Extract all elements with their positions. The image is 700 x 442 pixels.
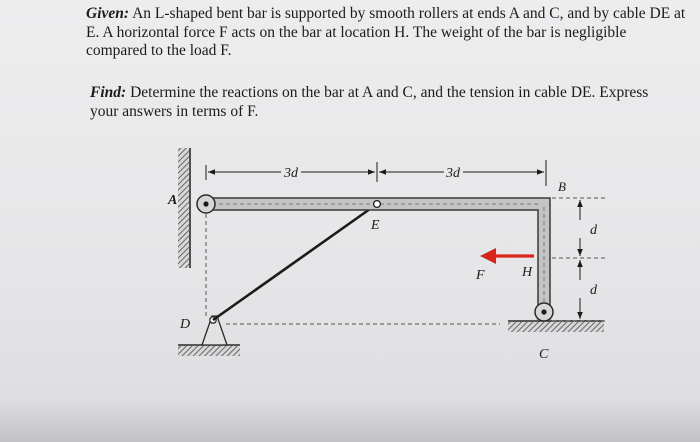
dimension-top [206, 160, 546, 186]
l-shaped-bar [202, 198, 550, 319]
roller-c [535, 303, 553, 321]
ground-support-c [508, 321, 604, 332]
label-f: F [476, 268, 485, 283]
label-e: E [371, 218, 380, 233]
label-dim-right: 3d [446, 166, 460, 181]
label-h: H [522, 265, 533, 280]
given-label: Given [86, 5, 124, 22]
roller-a [197, 195, 215, 213]
label-c: C [539, 347, 549, 362]
label-dim-upper: d [590, 223, 597, 238]
label-b: B [558, 179, 566, 194]
find-paragraph: Find: Determine the reactions on the bar at A and C, and the tension in cable DE. Express your answers in terms of F. [90, 84, 649, 120]
label-a: A [168, 193, 178, 208]
label-dim-left: 3d [284, 166, 298, 181]
given-paragraph: Given: An L-shaped bent bar is supported by smooth rollers at ends A and C, and by cable DE at E. A horizontal force F acts on the bar at location H. The weight of the bar is negligible compared to the load F. [86, 5, 686, 59]
label-d: D [180, 317, 191, 332]
pin-e [374, 201, 381, 208]
force-arrow-f [480, 248, 534, 264]
wall-support [178, 148, 190, 268]
ground-support-d [178, 345, 240, 356]
find-label: Find [90, 84, 122, 101]
cable-de [213, 204, 377, 320]
find-text: Determine the reactions on the bar at A and C, and the tension in cable DE. Express your answers in terms of F. [90, 84, 649, 120]
given-text: An L-shaped bent bar is supported by smooth rollers at ends A and C, and by cable DE at E. A horizontal force F acts on the bar at location H. The weight of the bar is negligible compared to the load F. [86, 5, 686, 59]
label-dim-lower: d [590, 283, 597, 298]
